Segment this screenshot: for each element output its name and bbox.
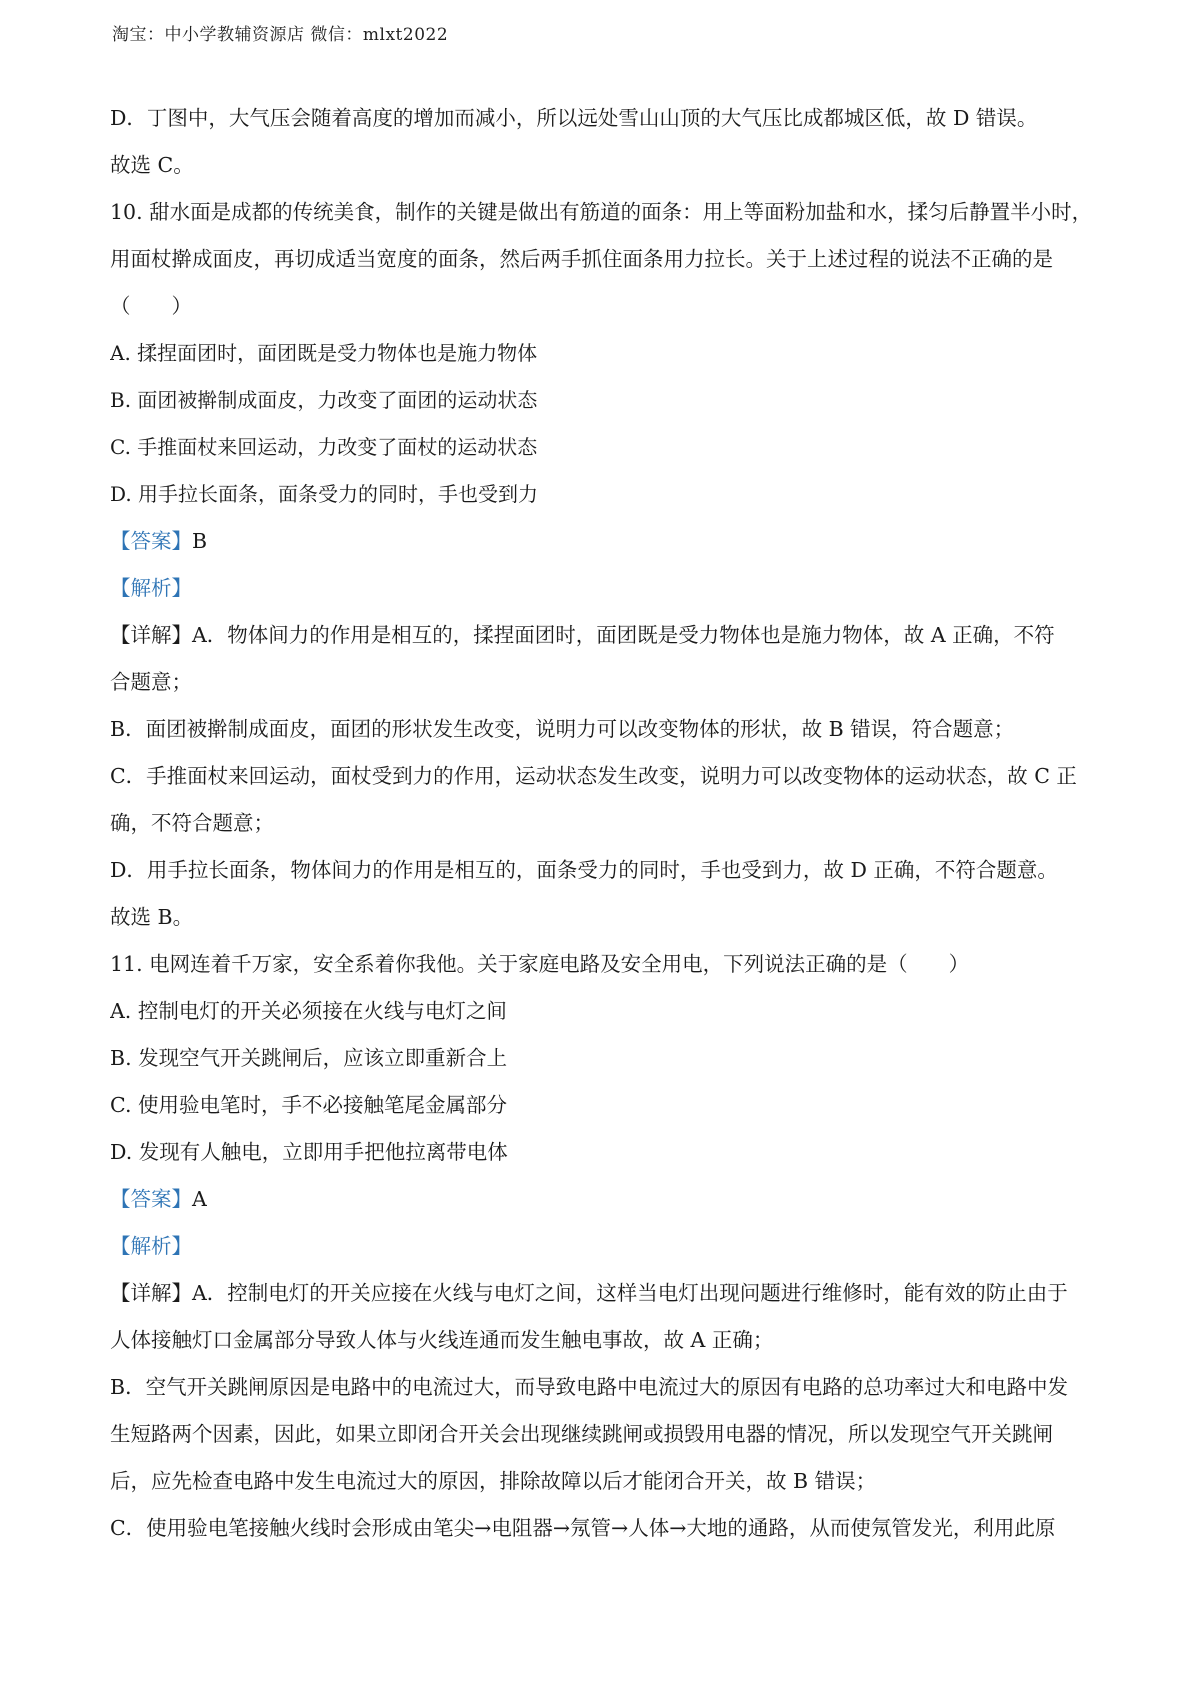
detail-label: 【详解】	[110, 623, 192, 647]
question-10-analysis	[110, 565, 1100, 612]
text-line: C．手推面杖来回运动，面杖受到力的作用，运动状态发生改变，说明力可以改变物体的运动状态，故 C 正	[110, 764, 1077, 788]
text-line: 确，不符合题意；	[110, 811, 274, 835]
answer-label: 【答案】	[110, 1187, 192, 1211]
question-11-stem: 11. 电网连着千万家，安全系着你我他。关于家庭电路及安全用电，下列说法正确的是（ ）	[110, 952, 970, 976]
answer-label: 【答案】	[110, 529, 192, 553]
text-line: 合题意；	[110, 670, 192, 694]
analysis-label: 【解析】	[110, 1234, 192, 1258]
text-line: 生短路两个因素，因此，如果立即闭合开关会出现继续跳闸或损毁用电器的情况，所以发现空气开关跳闸	[110, 1422, 1053, 1446]
text-line: C．使用验电笔接触火线时会形成由笔尖→电阻器→氖管→人体→大地的通路，从而使氖管发光，利用此原	[110, 1516, 1056, 1540]
question-11-option-c: C. 使用验电笔时，手不必接触笔尾金属部分	[110, 1093, 507, 1117]
question-11-answer	[110, 1176, 1100, 1223]
document-body	[110, 95, 1100, 1552]
question-10-option-b: B. 面团被擀制成面皮，力改变了面团的运动状态	[110, 388, 538, 412]
text-line: 人体接触灯口金属部分导致人体与火线连通而发生触电事故，故 A 正确；	[110, 1328, 774, 1352]
question-10-option-d: D. 用手拉长面条，面条受力的同时，手也受到力	[110, 482, 539, 506]
question-10-answer	[110, 518, 1100, 565]
question-10-stem: 用面杖擀成面皮，再切成适当宽度的面条，然后两手抓住面条用力拉长。关于上述过程的说法不正确的是	[110, 247, 1053, 271]
answer-value: B	[192, 529, 208, 553]
answer-value: A	[192, 1187, 207, 1211]
text-line: B．空气开关跳闸原因是电路中的电流过大，而导致电路中电流过大的原因有电路的总功率过大和电路中发	[110, 1375, 1069, 1399]
text-line: 故选 C。	[110, 153, 194, 177]
question-10-stem: 10. 甜水面是成都的传统美食，制作的关键是做出有筋道的面条：用上等面粉加盐和水，揉匀后静置半小时，	[110, 200, 1093, 224]
text-line: D．用手拉长面条，物体间力的作用是相互的，面条受力的同时，手也受到力，故 D 正确，不符合题意。	[110, 858, 1058, 882]
question-10-blank: （ ）	[110, 294, 192, 318]
question-11-option-a: A. 控制电灯的开关必须接在火线与电灯之间	[110, 999, 507, 1023]
text-line: B．面团被擀制成面皮，面团的形状发生改变，说明力可以改变物体的形状，故 B 错误，符合题意；	[110, 717, 1015, 741]
detail-label: 【详解】	[110, 1281, 192, 1305]
question-10-detail: 【详解】A．物体间力的作用是相互的，揉捏面团时，面团既是受力物体也是施力物体，故 A 正确，不符	[110, 623, 1055, 647]
question-11-option-d: D. 发现有人触电，立即用手把他拉离带电体	[110, 1140, 508, 1164]
question-11-analysis	[110, 1223, 1100, 1270]
text-line: D．丁图中，大气压会随着高度的增加而减小，所以远处雪山山顶的大气压比成都城区低，故 D 错误。	[110, 106, 1038, 130]
text-line: 后，应先检查电路中发生电流过大的原因，排除故障以后才能闭合开关，故 B 错误；	[110, 1469, 877, 1493]
analysis-label: 【解析】	[110, 576, 192, 600]
question-11-option-b: B. 发现空气开关跳闸后，应该立即重新合上	[110, 1046, 508, 1070]
question-10-option-a: A. 揉捏面团时，面团既是受力物体也是施力物体	[110, 341, 538, 365]
question-11-detail: 【详解】A．控制电灯的开关应接在火线与电灯之间，这样当电灯出现问题进行维修时，能有效的防止由于	[110, 1281, 1068, 1305]
text-line: 故选 B。	[110, 905, 194, 929]
question-10-option-c: C. 手推面杖来回运动，力改变了面杖的运动状态	[110, 435, 538, 459]
page-header: 淘宝：中小学教辅资源店 微信：mlxt2022	[112, 25, 449, 45]
